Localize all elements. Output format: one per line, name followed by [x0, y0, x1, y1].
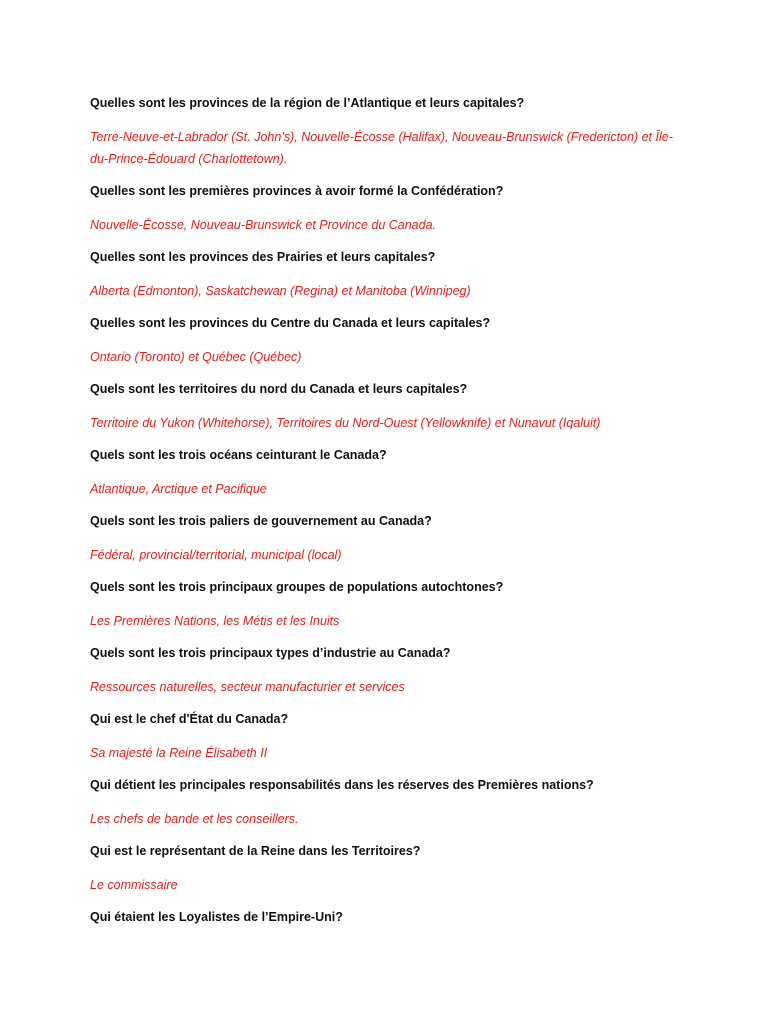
answer-text: Alberta (Edmonton), Saskatchewan (Regina) et Manitoba (Winnipeg) [90, 284, 471, 298]
question-text: Quels sont les territoires du nord du Canada et leurs capitales? [90, 382, 468, 396]
question-text: Quelles sont les provinces de la région de l’Atlantique et leurs capitales? [90, 96, 525, 110]
answer-text: Terre-Neuve-et-Labrador (St. John’s), Nouvelle-Écosse (Halifax), Nouveau-Brunswick (Fredericton) et Île-du-Prince-Édouard (Charlottetown). [90, 130, 673, 166]
qa-item-3 [90, 246, 678, 302]
question-text: Qui est le représentant de la Reine dans les Territoires? [90, 844, 421, 858]
answer-text: Fédéral, provincial/territorial, municipal (local) [90, 548, 342, 562]
question-text: Quels sont les trois océans ceinturant le Canada? [90, 448, 387, 462]
qa-item-4 [90, 312, 678, 368]
answer-text: Sa majesté la Reine Élisabeth II [90, 746, 268, 760]
answer-text: Atlantique, Arctique et Pacifique [90, 482, 267, 496]
question-text: Qui est le chef d'État du Canada? [90, 712, 289, 726]
qa-item-11 [90, 774, 678, 830]
answer-text: Les chefs de bande et les conseillers. [90, 812, 299, 826]
question-text: Quels sont les trois principaux groupes de populations autochtones? [90, 580, 504, 594]
question-text: Qui détient les principales responsabilités dans les réserves des Premières nations? [90, 778, 594, 792]
qa-item-2 [90, 180, 678, 236]
qa-item-9 [90, 642, 678, 698]
qa-item-12 [90, 840, 678, 896]
answer-text: Ontario (Toronto) et Québec (Québec) [90, 350, 302, 364]
answer-text: Nouvelle-Écosse, Nouveau-Brunswick et Province du Canada. [90, 218, 437, 232]
question-text: Quelles sont les provinces du Centre du Canada et leurs capitales? [90, 316, 491, 330]
question-text: Quelles sont les provinces des Prairies et leurs capitales? [90, 250, 436, 264]
answer-text: Les Premières Nations, les Métis et les Inuits [90, 614, 340, 628]
qa-item-10 [90, 708, 678, 764]
qa-item-5 [90, 378, 678, 434]
qa-item-6 [90, 444, 678, 500]
answer-text: Le commissaire [90, 878, 178, 892]
answer-text: Territoire du Yukon (Whitehorse), Territoires du Nord-Ouest (Yellowknife) et Nunavut (Iqaluit) [90, 416, 601, 430]
answer-text: Ressources naturelles, secteur manufacturier et services [90, 680, 405, 694]
qa-item-7 [90, 510, 678, 566]
qa-item-1 [90, 92, 678, 170]
question-text: Quels sont les trois paliers de gouvernement au Canada? [90, 514, 432, 528]
question-text: Quelles sont les premières provinces à avoir formé la Confédération? [90, 184, 504, 198]
qa-item-8 [90, 576, 678, 632]
qa-item-13 [90, 906, 678, 928]
question-text: Qui étaient les Loyalistes de l’Empire-Uni? [90, 910, 343, 924]
question-text: Quels sont les trois principaux types d’industrie au Canada? [90, 646, 451, 660]
